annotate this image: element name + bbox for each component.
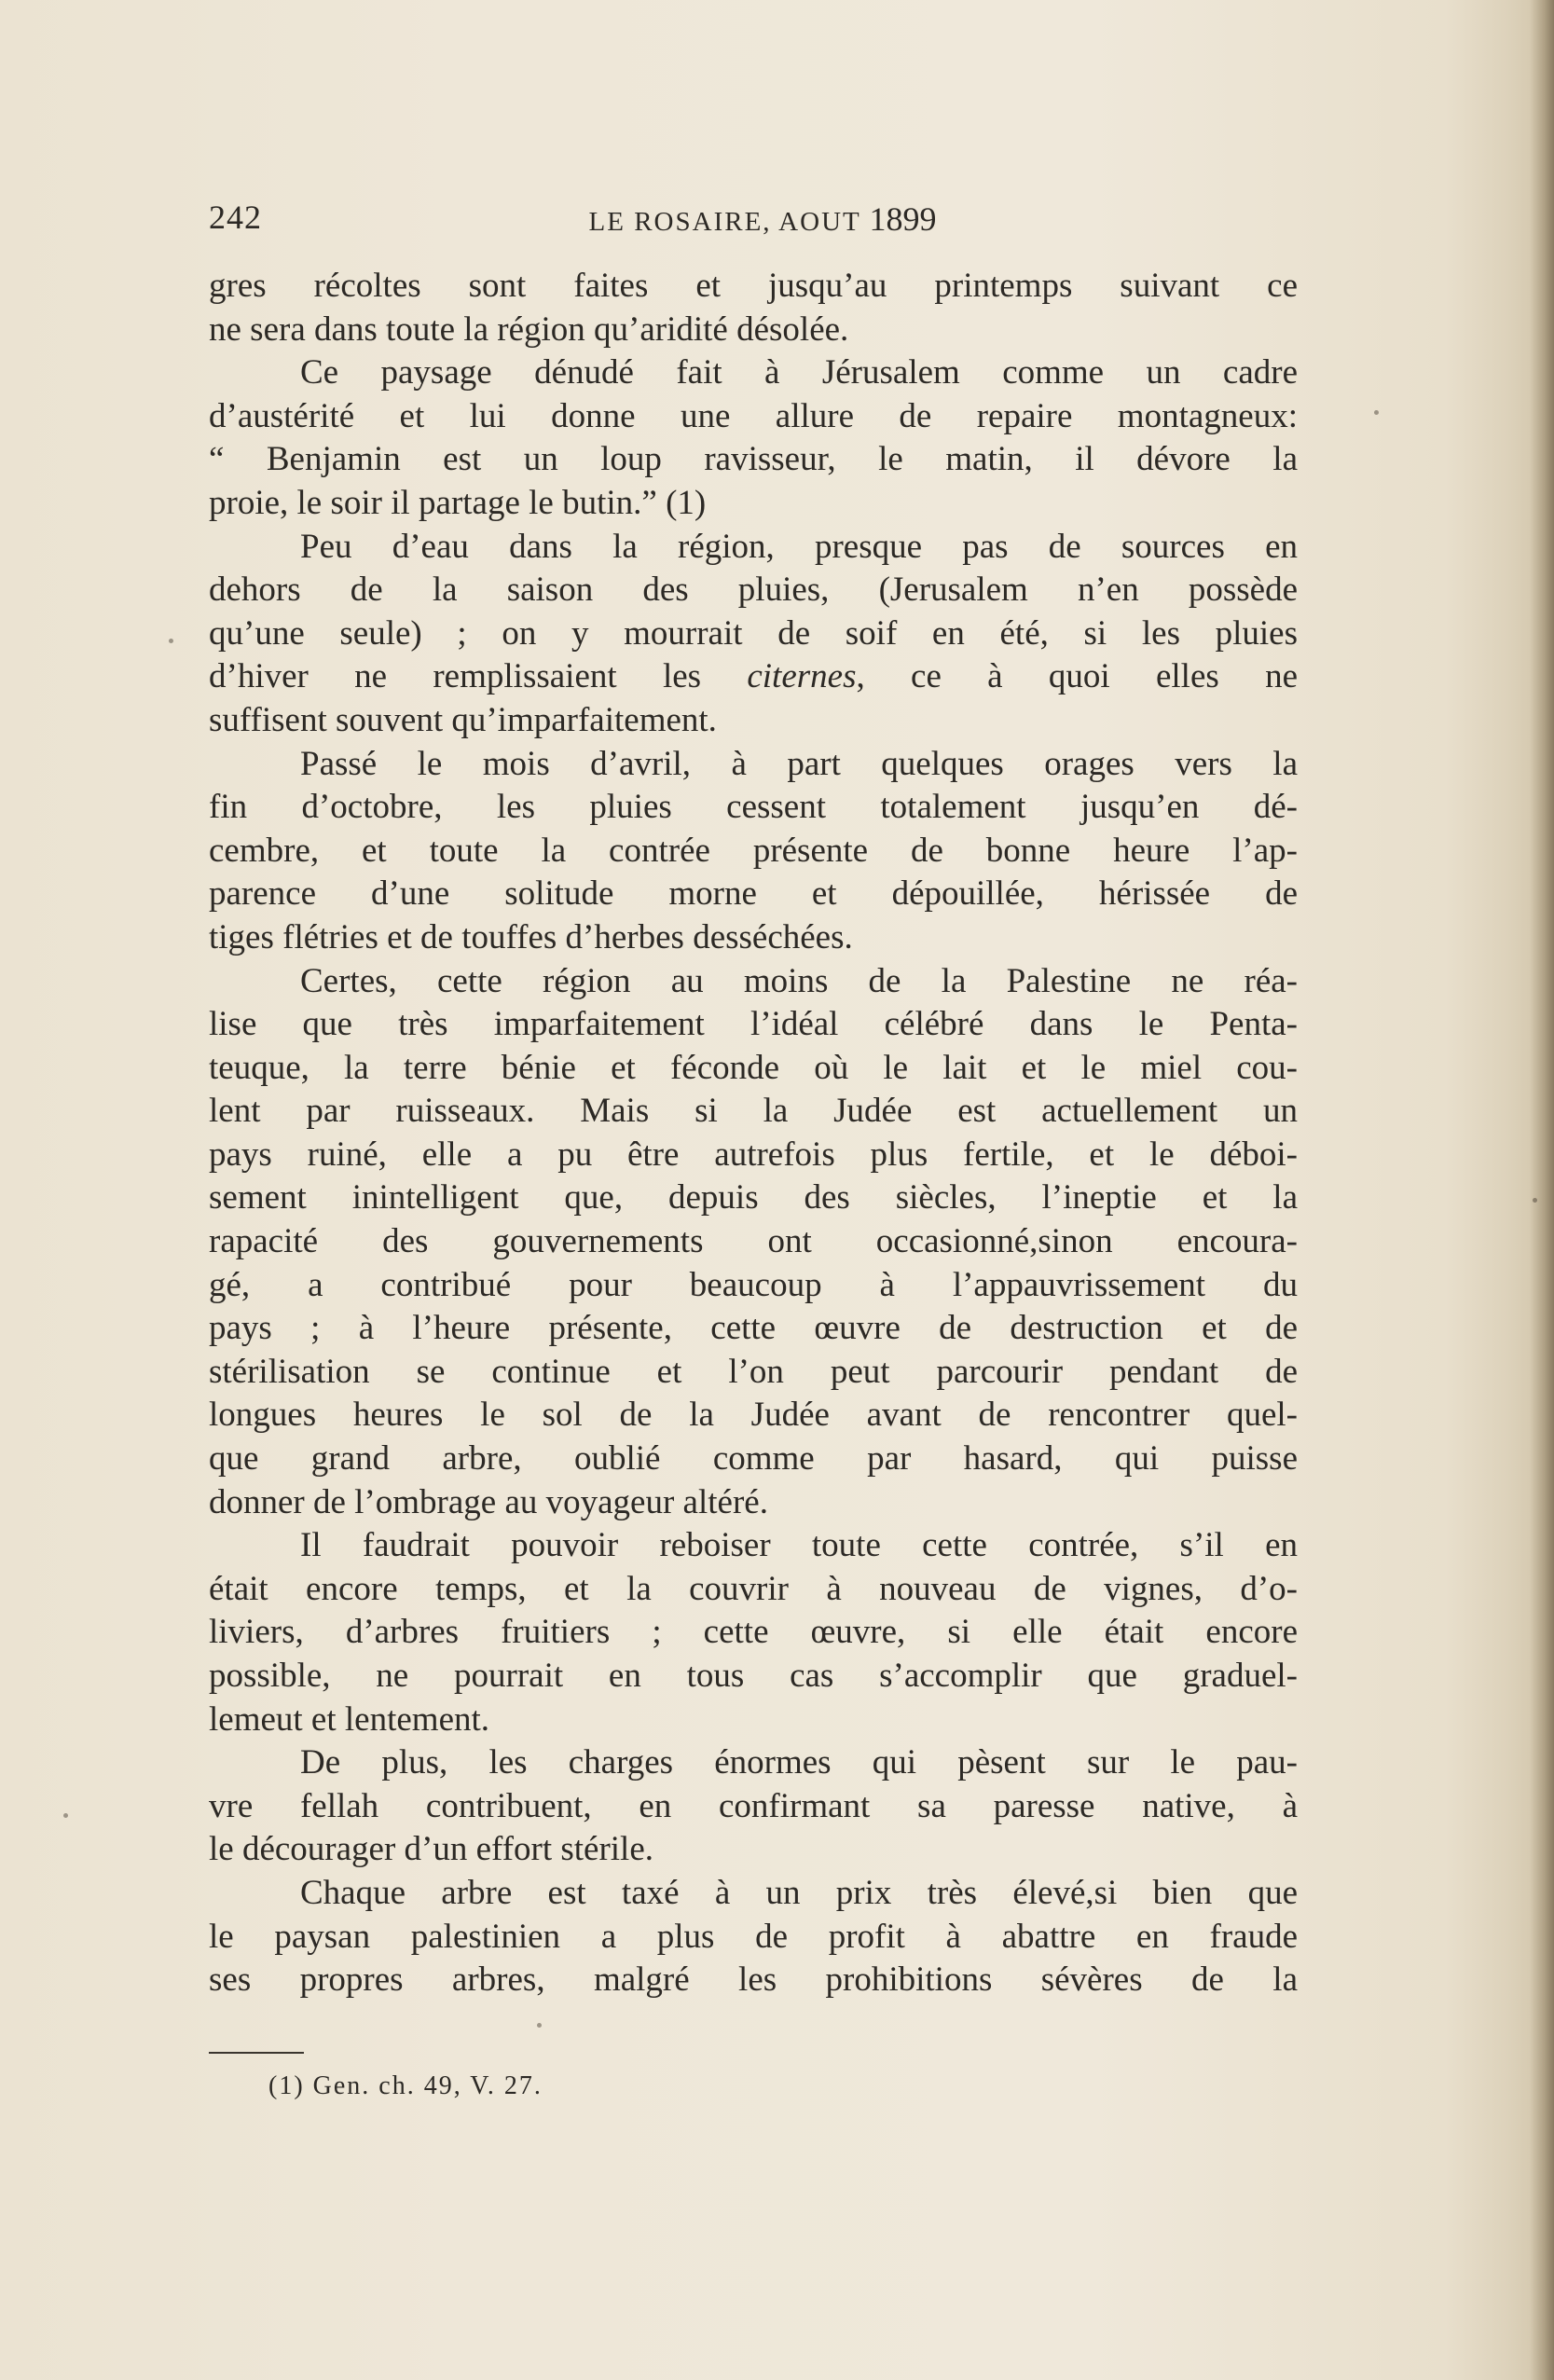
text-line: était encore temps, et la couvrir à nouveau de vignes, d’o-	[209, 1569, 1298, 1608]
text-line: le décourager d’un effort stérile.	[209, 1830, 654, 1869]
text-line: vre fellah contribuent, en confirmant sa paresse native, à	[209, 1786, 1298, 1825]
text-line: “ Benjamin est un loup ravisseur, le matin, il dévore la	[209, 440, 1298, 479]
text-line: que grand arbre, oublié comme par hasard, qui puisse	[209, 1439, 1298, 1479]
text-line: ses propres arbres, malgré les prohibitions sévères de la	[209, 1960, 1298, 2000]
text-line: Ce paysage dénudé fait à Jérusalem comme un cadre	[300, 353, 1298, 392]
text-line: liviers, d’arbres fruitiers ; cette œuvre, si elle était encore	[209, 1613, 1298, 1652]
text-line: Passé le mois d’avril, à part quelques orages vers la	[300, 744, 1298, 783]
text-line: suffisent souvent qu’imparfaitement.	[209, 700, 717, 739]
text-line: gé, a contribué pour beaucoup à l’appauvrissement du	[209, 1265, 1298, 1304]
text-line: d’hiver ne remplissaient les citernes, ce à quoi elles ne	[209, 657, 1298, 696]
text-line: lemeut et lentement.	[209, 1699, 490, 1739]
text-line: gres récoltes sont faites et jusqu’au printemps suivant ce	[209, 267, 1298, 305]
running-title	[209, 199, 1316, 239]
text-line: dehors de la saison des pluies, (Jerusalem n’en possède	[209, 571, 1298, 610]
text-line: d’austérité et lui donne une allure de repaire montagneux:	[209, 396, 1298, 435]
text-line: Il faudrait pouvoir reboiser toute cette contrée, s’il en	[300, 1526, 1298, 1565]
paper-speck	[537, 2023, 542, 2028]
text-line: Peu d’eau dans la région, presque pas de sources en	[300, 527, 1298, 566]
paper-speck	[169, 639, 173, 643]
text-line: rapacité des gouvernements ont occasionné,sinon encoura-	[209, 1222, 1298, 1261]
text-line: pays ruiné, elle a pu être autrefois plus fertile, et le déboi-	[209, 1135, 1298, 1174]
paper-speck	[1533, 1198, 1537, 1203]
text-line: longues heures le sol de la Judée avant de rencontrer quel-	[209, 1396, 1298, 1435]
text-line: stérilisation se continue et l’on peut parcourir pendant de	[209, 1352, 1298, 1391]
text-line: fin d’octobre, les pluies cessent totalement jusqu’en dé-	[209, 788, 1298, 827]
paper-speck	[1374, 410, 1379, 415]
text-line: lent par ruisseaux. Mais si la Judée est actuellement un	[209, 1092, 1298, 1131]
paper-speck	[63, 1813, 68, 1818]
body-text	[209, 265, 1298, 2002]
text-line: pays ; à l’heure présente, cette œuvre de destruction et de	[209, 1309, 1298, 1348]
text-line: tiges flétries et de touffes d’herbes desséchées.	[209, 917, 853, 956]
text-line: lise que très imparfaitement l’idéal célébré dans le Penta-	[209, 1005, 1298, 1044]
text-line: Chaque arbre est taxé à un prix très élevé,si bien que	[300, 1873, 1298, 1912]
running-title-year: 1899	[869, 200, 937, 238]
text-line: teuque, la terre bénie et féconde où le lait et le miel cou-	[209, 1048, 1298, 1087]
text-line: qu’une seule) ; on y mourrait de soif en été, si les pluies	[209, 613, 1298, 653]
text-line: sement inintelligent que, depuis des siècles, l’ineptie et la	[209, 1178, 1298, 1218]
text-line: parence d’une solitude morne et dépouillée, hérissée de	[209, 874, 1298, 914]
italic-word: citernes	[747, 657, 857, 696]
text-line: ne sera dans toute la région qu’aridité désolée.	[209, 310, 849, 349]
running-head	[209, 192, 1316, 239]
text-line: le paysan palestinien a plus de profit à abattre en fraude	[209, 1917, 1298, 1956]
text-line: Certes, cette région au moins de la Palestine ne réa-	[300, 961, 1298, 1000]
text-line: possible, ne pourrait en tous cas s’accomplir que graduel-	[209, 1657, 1298, 1695]
page-edge-shadow	[1530, 0, 1554, 2380]
footnote: (1) Gen. ch. 49, V. 27.	[268, 2071, 543, 2100]
text-line: cembre, et toute la contrée présente de bonne heure l’ap-	[209, 831, 1298, 870]
footnote-divider	[209, 2052, 304, 2054]
text-line: De plus, les charges énormes qui pèsent sur le pau-	[300, 1743, 1298, 1782]
page-number: 242	[209, 199, 262, 236]
running-title-text: LE ROSAIRE, AOUT	[588, 207, 861, 237]
text-line: donner de l’ombrage au voyageur altéré.	[209, 1482, 768, 1521]
text-line: proie, le soir il partage le butin.” (1)	[209, 483, 707, 522]
